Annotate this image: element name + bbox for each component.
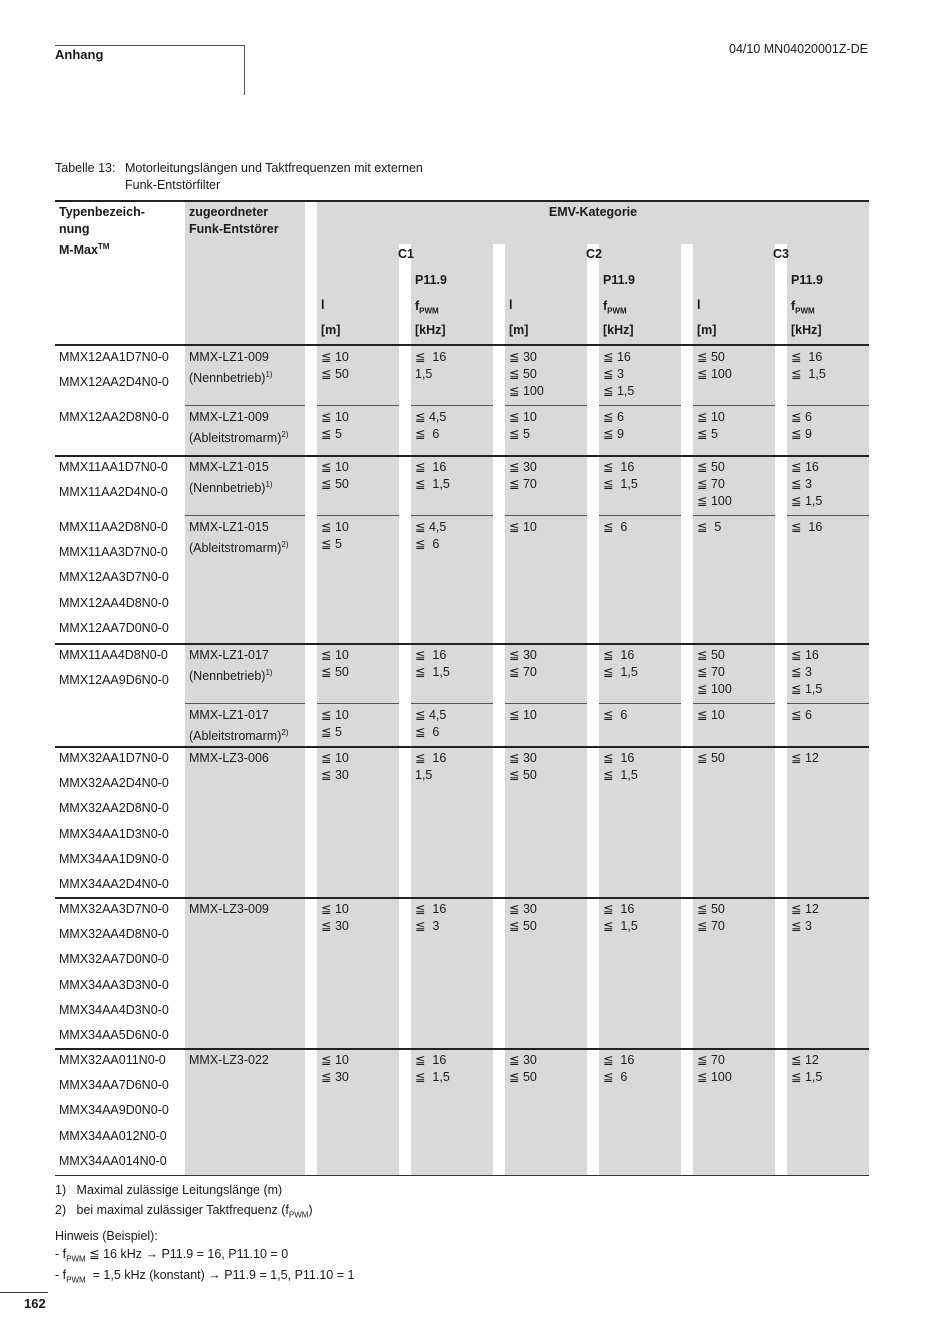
- subrow-rule: [505, 405, 587, 406]
- subheader-fpwm: $f_{PWM}$: [603, 299, 627, 316]
- type-designation: MMX12AA2D4N0-0: [59, 375, 169, 390]
- value-cell: ≦ 12 ≦ 1,5: [791, 1053, 823, 1084]
- header-c3: C3: [773, 247, 789, 261]
- filter-name: MMX-LZ1-015: [189, 520, 269, 534]
- value-cell: ≦ 5: [697, 520, 722, 534]
- type-designation: MMX34AA4D3N0-0: [59, 1002, 169, 1017]
- type-designation: MMX32AA2D8N0-0: [59, 801, 169, 816]
- value-cell: ≦ 16 ≦ 3 ≦ 1,5: [791, 648, 823, 696]
- subrow-rule: [599, 515, 681, 516]
- value-cell: ≦ 10 ≦ 5: [321, 410, 349, 441]
- header-c2: C2: [586, 247, 602, 261]
- value-cell: ≦ 10: [509, 520, 537, 534]
- subheader-m: [m]: [509, 323, 529, 337]
- header-bottom-rule: [55, 344, 869, 346]
- type-designation: MMX32AA4D8N0-0: [59, 927, 169, 942]
- value-cell: ≦ 50 ≦ 100: [697, 350, 732, 381]
- value-cell: ≦ 30 ≦ 70: [509, 648, 537, 679]
- footnotes: [55, 1180, 354, 1289]
- filter-name: MMX-LZ3-009: [189, 902, 269, 916]
- type-designation: MMX34AA5D6N0-0: [59, 1028, 169, 1042]
- filter-mode: (Ableitstromarm)$^{2)}$: [189, 540, 289, 556]
- filter-col-shade: [185, 200, 305, 1176]
- value-cell: ≦ 10: [509, 708, 537, 722]
- value-cell: ≦ 6: [603, 520, 628, 534]
- value-cell: ≦ 10 ≦ 30: [321, 902, 349, 933]
- filter-name: MMX-LZ3-006: [189, 751, 269, 765]
- value-cell: ≦ 10: [697, 708, 725, 722]
- type-designation: MMX12AA2D8N0-0: [59, 410, 169, 424]
- type-designation: MMX12AA7D0N0-0: [59, 620, 169, 635]
- value-cell: ≦ 16 ≦ 1,5: [603, 902, 638, 933]
- value-cell: ≦ 30 ≦ 50: [509, 1053, 537, 1084]
- page-number: 162: [24, 1296, 46, 1311]
- subheader-l: l: [509, 298, 513, 312]
- subrow-rule: [317, 703, 399, 704]
- header-filter-1: zugeordneter: [189, 205, 269, 219]
- value-cell: ≦ 50 ≦ 70: [697, 902, 725, 933]
- value-cell: ≦ 16 ≦ 3 ≦ 1,5: [791, 460, 823, 508]
- filter-mode: (Nennbetrieb)$^{1)}$: [189, 480, 273, 496]
- value-cell: ≦ 30 ≦ 50 ≦ 100: [509, 350, 544, 398]
- subrow-rule: [411, 515, 493, 516]
- type-designation: MMX34AA2D4N0-0: [59, 877, 169, 891]
- value-cell: ≦ 16 1,5: [415, 350, 447, 381]
- type-designation: MMX34AA7D6N0-0: [59, 1078, 169, 1093]
- header-type-2: nung: [59, 222, 90, 236]
- type-designation: MMX34AA9D0N0-0: [59, 1103, 169, 1118]
- filter-name: MMX-LZ3-022: [189, 1053, 269, 1067]
- filter-name: MMX-LZ1-017: [189, 708, 269, 722]
- hint-example-2: - $f_{PWM} = 1,5$ kHz (konstant) → P11.9 = 1,5, P11.10 = 1: [55, 1268, 355, 1285]
- header-emv: EMV-Kategorie: [548, 205, 638, 219]
- value-cell: ≦ 30 ≦ 50: [509, 751, 537, 782]
- type-designation: MMX34AA012N0-0: [59, 1128, 167, 1143]
- subrow-rule: [317, 515, 399, 516]
- subheader-m: [m]: [321, 323, 341, 337]
- subrow-rule: [599, 405, 681, 406]
- subrow-rule: [599, 703, 681, 704]
- value-cell: ≦ 50: [697, 751, 725, 765]
- hint-title: Hinweis (Beispiel):: [55, 1228, 158, 1243]
- value-cell: ≦ 10 ≦ 5: [509, 410, 537, 441]
- subheader-p119: P11.9: [415, 273, 447, 287]
- header-c1: C1: [398, 247, 414, 261]
- value-cell: ≦ 10 ≦ 5: [321, 708, 349, 739]
- header-type-1: Typenbezeich-: [59, 205, 145, 219]
- subheader-p119: P11.9: [791, 273, 823, 287]
- subrow-rule: [787, 703, 869, 704]
- value-cell: ≦ 30 ≦ 70: [509, 460, 537, 491]
- type-designation: MMX11AA2D4N0-0: [59, 485, 168, 500]
- caption-line2: Funk-Entstörfilter: [125, 178, 221, 192]
- type-designation: MMX12AA1D7N0-0: [59, 350, 169, 364]
- hint-example-1: - $f_{PWM}$ ≦ 16 kHz → P11.9 = 16, P11.10 = 0: [55, 1246, 289, 1263]
- type-designation: MMX11AA4D8N0-0: [59, 648, 168, 662]
- page-number-rule: [0, 1292, 48, 1293]
- filter-name: MMX-LZ1-009: [189, 410, 269, 424]
- filter-name: MMX-LZ1-015: [189, 460, 269, 474]
- subrow-rule: [693, 405, 775, 406]
- subheader-l: l: [321, 298, 325, 312]
- subrow-rule: [185, 515, 305, 516]
- value-cell: ≦ 16 ≦ 3 ≦ 1,5: [603, 350, 635, 398]
- header-rule: [55, 45, 245, 46]
- header-divider: [244, 45, 245, 95]
- type-designation: MMX34AA014N0-0: [59, 1153, 167, 1168]
- data-table: [55, 200, 869, 1176]
- subrow-rule: [505, 515, 587, 516]
- group-rule: [55, 897, 869, 899]
- value-cell: ≦ 6: [603, 708, 628, 722]
- value-cell: ≦ 10 ≦ 30: [321, 751, 349, 782]
- group-rule: [55, 1048, 869, 1050]
- group-rule: [55, 643, 869, 645]
- subheader-khz: [kHz]: [603, 323, 634, 337]
- footnote-2: 2) bei maximal zulässiger Taktfrequenz $(f_{PWM})$: [55, 1203, 313, 1220]
- subrow-rule: [185, 703, 305, 704]
- value-cell: ≦ 16 ≦ 1,5: [791, 350, 826, 381]
- type-designation: MMX34AA1D9N0-0: [59, 851, 169, 866]
- value-cell: ≦ 70 ≦ 100: [697, 1053, 732, 1084]
- filter-mode: (Nennbetrieb)$^{1)}$: [189, 370, 273, 386]
- value-cell: ≦ 10 ≦ 50: [321, 648, 349, 679]
- value-cell: ≦ 16 ≦ 6: [603, 1053, 635, 1084]
- value-cell: ≦ 16 ≦ 1,5: [603, 751, 638, 782]
- value-cell: ≦ 30 ≦ 50: [509, 902, 537, 933]
- table-caption: [55, 160, 423, 194]
- caption-line1: Motorleitungslängen und Taktfrequenzen mit externen: [125, 161, 423, 175]
- subrow-rule: [411, 405, 493, 406]
- value-cell: ≦ 10 ≦ 50: [321, 460, 349, 491]
- value-cell: ≦ 10 ≦ 50: [321, 350, 349, 381]
- value-cell: ≦ 6 ≦ 9: [603, 410, 624, 441]
- subheader-p119: P11.9: [603, 273, 635, 287]
- filter-mode: (Nennbetrieb)$^{1)}$: [189, 668, 273, 684]
- subheader-l: l: [697, 298, 701, 312]
- subheader-khz: [kHz]: [415, 323, 446, 337]
- value-cell: ≦ 50 ≦ 70 ≦ 100: [697, 460, 732, 508]
- group-rule: [55, 746, 869, 748]
- type-designation: MMX32AA7D0N0-0: [59, 952, 169, 967]
- header-filter-2: Funk-Entstörer: [189, 222, 279, 236]
- filter-name: MMX-LZ1-017: [189, 648, 269, 662]
- value-cell: ≦ 16 ≦ 3: [415, 902, 447, 933]
- subheader-fpwm: $f_{PWM}$: [791, 299, 815, 316]
- value-cell: ≦ 6: [791, 708, 812, 722]
- filter-mode: (Ableitstromarm)$^{2)}$: [189, 728, 289, 744]
- subheader-m: [m]: [697, 323, 717, 337]
- table-top-rule: [55, 200, 869, 202]
- type-designation: MMX34AA3D3N0-0: [59, 977, 169, 992]
- document-id: 04/10 MN04020001Z-DE: [729, 42, 868, 56]
- value-cell: ≦ 10 ≦ 30: [321, 1053, 349, 1084]
- subheader-fpwm: $f_{PWM}$: [415, 299, 439, 316]
- table-bottom-rule: [55, 1175, 869, 1176]
- value-cell: ≦ 4,5 ≦ 6: [415, 520, 447, 551]
- caption-label: Tabelle 13:: [55, 161, 116, 175]
- header-type-3: M-Max™: [59, 242, 110, 258]
- type-designation: MMX32AA011N0-0: [59, 1053, 166, 1067]
- subrow-rule: [505, 703, 587, 704]
- value-cell: ≦ 4,5 ≦ 6: [415, 410, 447, 441]
- subrow-rule: [787, 405, 869, 406]
- value-cell: ≦ 10 ≦ 5: [321, 520, 349, 551]
- value-cell: ≦ 4,5 ≦ 6: [415, 708, 447, 739]
- type-designation: MMX11AA3D7N0-0: [59, 545, 168, 560]
- value-cell: ≦ 12: [791, 751, 819, 765]
- value-cell: ≦ 16 1,5: [415, 751, 447, 782]
- value-cell: ≦ 16: [791, 520, 823, 534]
- value-cell: ≦ 16 ≦ 1,5: [415, 460, 450, 491]
- type-designation: MMX11AA1D7N0-0: [59, 460, 168, 474]
- section-title: Anhang: [55, 47, 104, 62]
- value-cell: ≦ 12 ≦ 3: [791, 902, 819, 933]
- group-rule: [55, 455, 869, 457]
- subrow-rule: [411, 703, 493, 704]
- subrow-rule: [693, 703, 775, 704]
- subrow-rule: [317, 405, 399, 406]
- value-cell: ≦ 6 ≦ 9: [791, 410, 812, 441]
- value-cell: ≦ 16 ≦ 1,5: [415, 648, 450, 679]
- type-designation: MMX12AA4D8N0-0: [59, 595, 169, 610]
- filter-mode: (Ableitstromarm)$^{2)}$: [189, 430, 289, 446]
- type-designation: MMX12AA3D7N0-0: [59, 570, 169, 585]
- type-designation: MMX32AA3D7N0-0: [59, 902, 169, 916]
- type-designation: MMX12AA9D6N0-0: [59, 673, 169, 688]
- type-designation: MMX34AA1D3N0-0: [59, 826, 169, 841]
- value-cell: ≦ 16 ≦ 1,5: [415, 1053, 450, 1084]
- subrow-rule: [693, 515, 775, 516]
- type-designation: MMX32AA1D7N0-0: [59, 751, 169, 765]
- subrow-rule: [787, 515, 869, 516]
- type-designation: MMX11AA2D8N0-0: [59, 520, 168, 534]
- value-cell: ≦ 16 ≦ 1,5: [603, 460, 638, 491]
- filter-name: MMX-LZ1-009: [189, 350, 269, 364]
- type-designation: MMX32AA2D4N0-0: [59, 776, 169, 791]
- value-cell: ≦ 10 ≦ 5: [697, 410, 725, 441]
- subheader-khz: [kHz]: [791, 323, 822, 337]
- value-cell: ≦ 16 ≦ 1,5: [603, 648, 638, 679]
- footnote-1: 1) Maximal zulässige Leitungslänge (m): [55, 1183, 283, 1197]
- subrow-rule: [185, 405, 305, 406]
- value-cell: ≦ 50 ≦ 70 ≦ 100: [697, 648, 732, 696]
